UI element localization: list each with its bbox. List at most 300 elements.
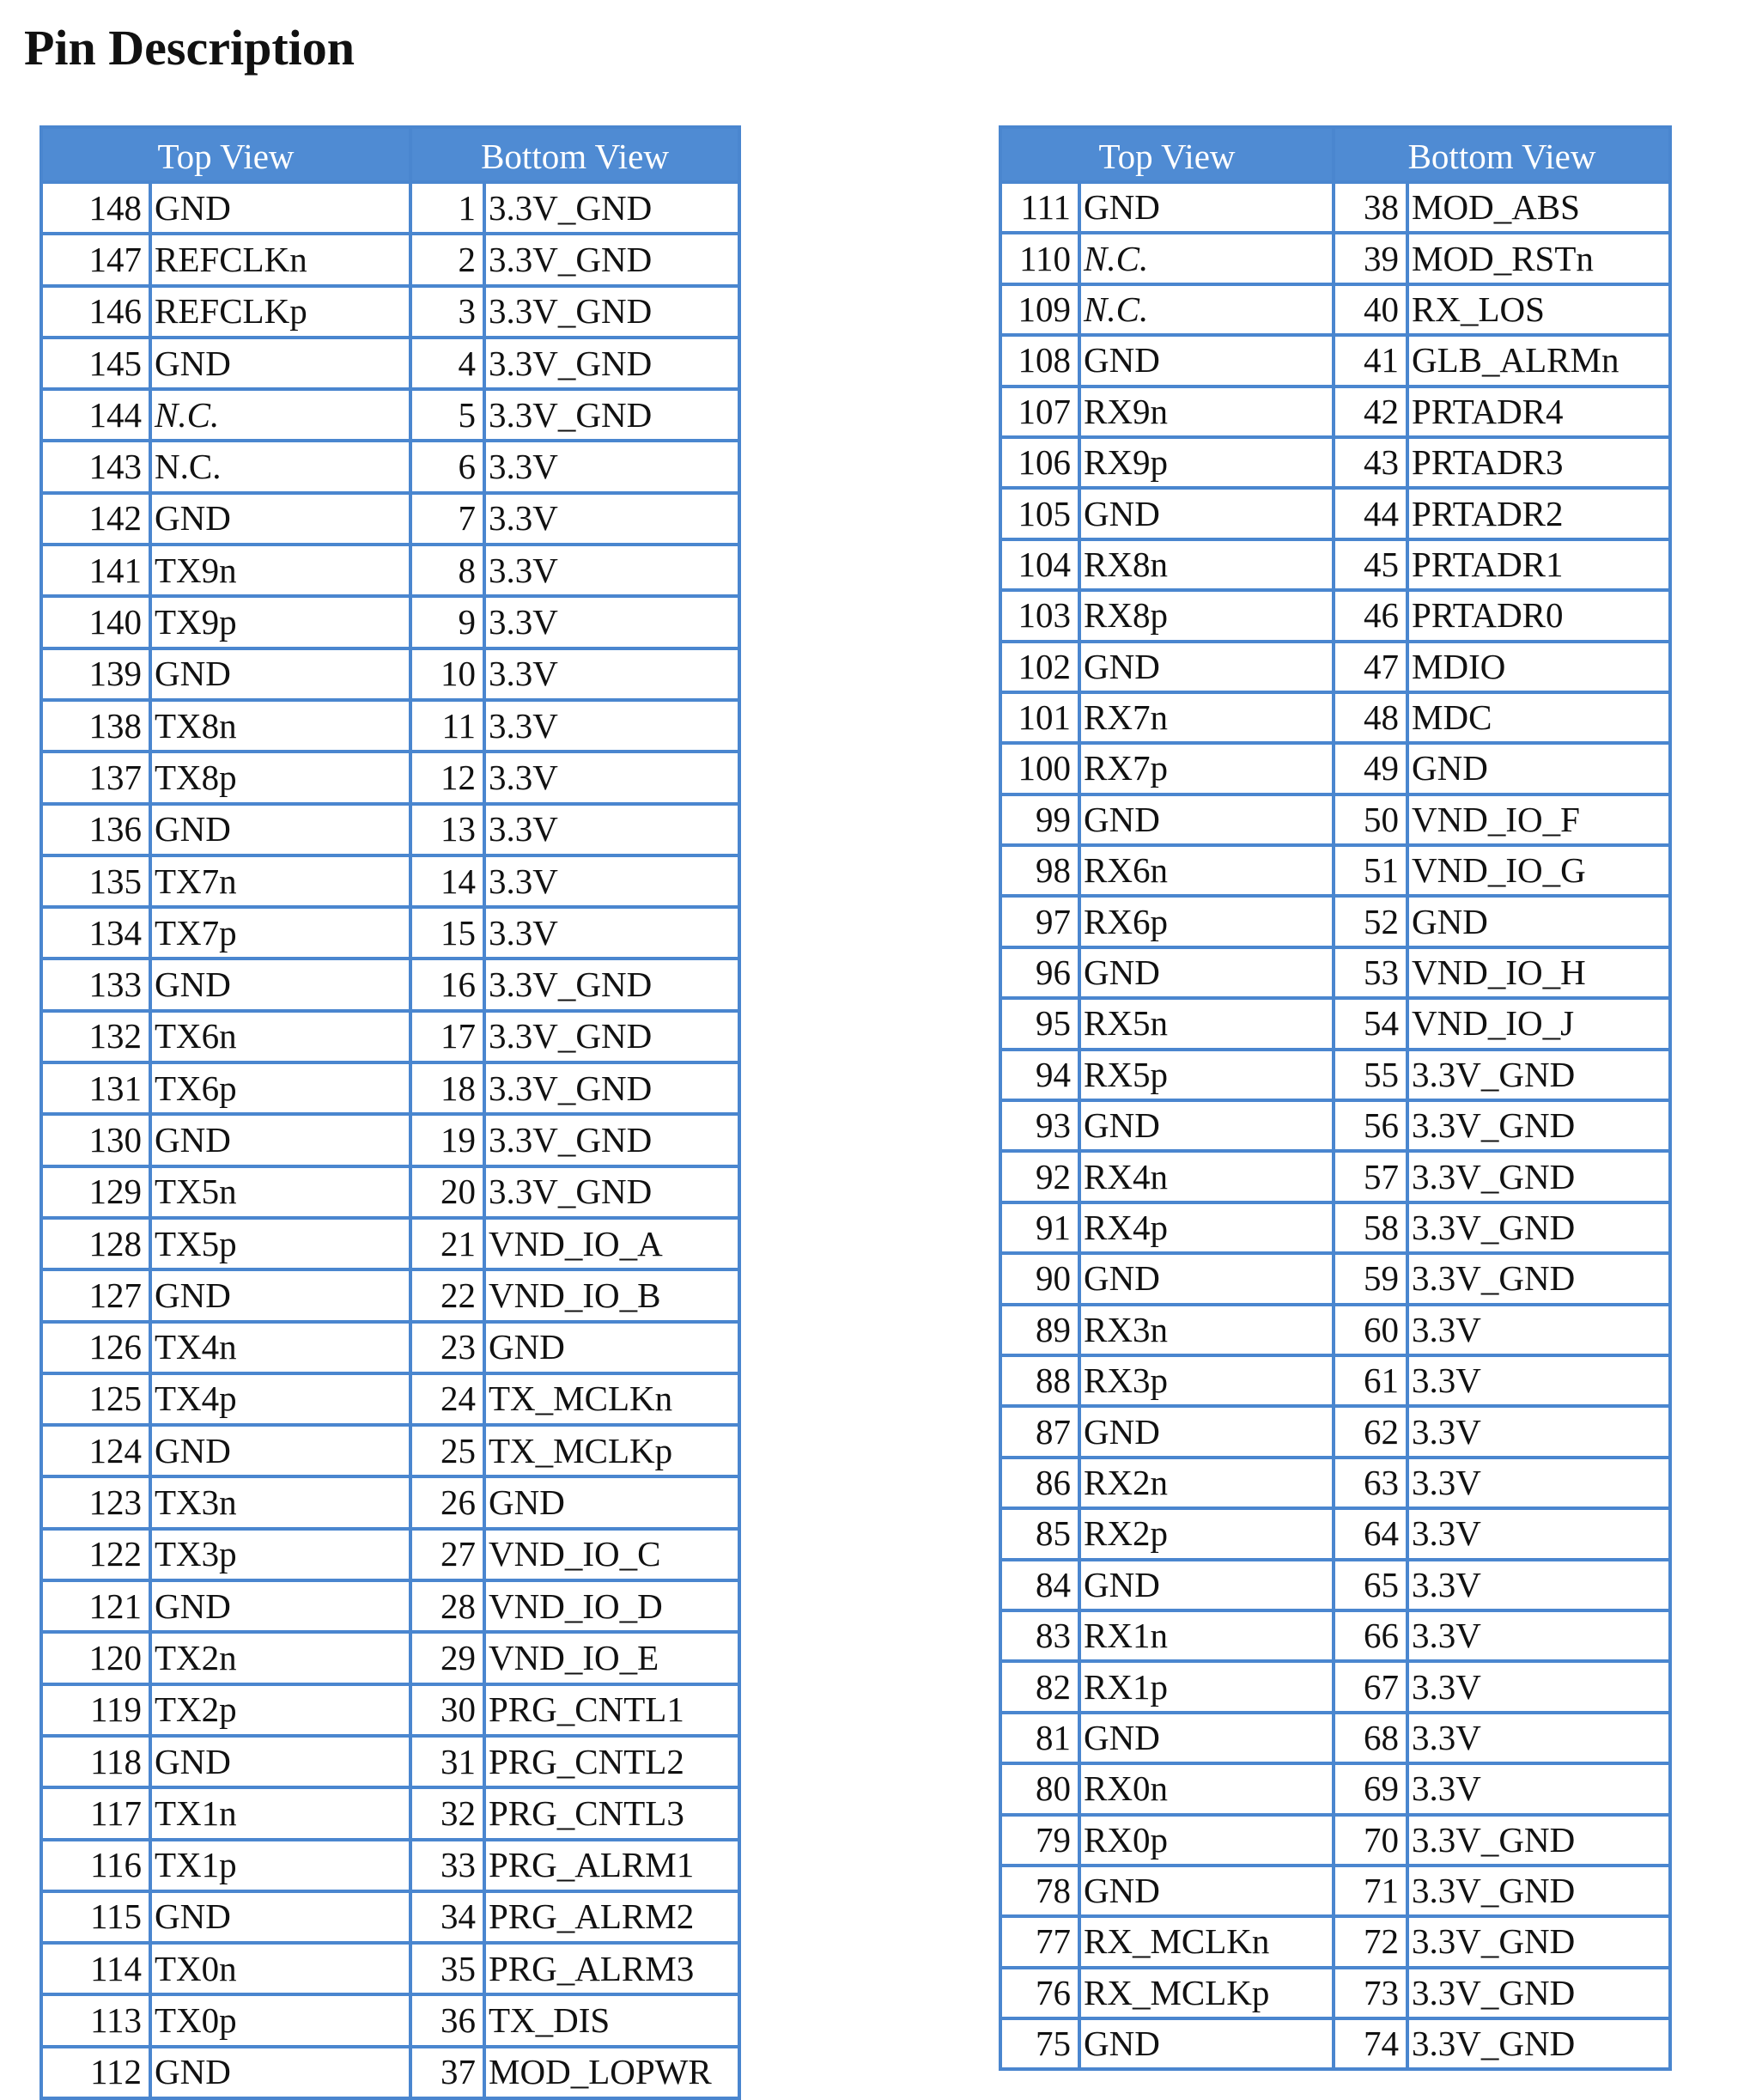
- table-row: [1000, 1866, 1670, 1916]
- bottom-signal-name: 3.3V: [1407, 1305, 1670, 1355]
- table-row: [1000, 1458, 1670, 1508]
- top-pin-number: 86: [1000, 1458, 1079, 1508]
- bottom-pin-number: 27: [410, 1529, 484, 1580]
- bottom-signal-name: 3.3V: [1407, 1508, 1670, 1559]
- bottom-pin-number: 6: [410, 441, 484, 492]
- top-signal-name: RX4p: [1079, 1202, 1334, 1253]
- table-row: [41, 1840, 739, 1891]
- top-signal-name: TX5p: [150, 1218, 410, 1269]
- top-pin-number: 139: [41, 648, 150, 700]
- table-row: [1000, 692, 1670, 743]
- bottom-pin-number: 8: [410, 545, 484, 596]
- bottom-signal-name: GND: [1407, 896, 1670, 947]
- top-pin-number: 122: [41, 1529, 150, 1580]
- bottom-pin-number: 36: [410, 1994, 484, 2046]
- bottom-pin-number: 18: [410, 1062, 484, 1114]
- top-pin-number: 140: [41, 596, 150, 648]
- top-signal-name: TX1n: [150, 1787, 410, 1839]
- top-pin-number: 145: [41, 338, 150, 389]
- bottom-signal-name: 3.3V: [1407, 1661, 1670, 1712]
- top-signal-name: RX_MCLKp: [1079, 1968, 1334, 2018]
- table-row: [41, 1994, 739, 2046]
- top-signal-name: GND: [1079, 1253, 1334, 1304]
- top-pin-number: 100: [1000, 743, 1079, 794]
- bottom-pin-number: 24: [410, 1373, 484, 1425]
- table-row: [41, 441, 739, 492]
- top-signal-name: GND: [150, 804, 410, 855]
- bottom-pin-number: 73: [1334, 1968, 1407, 2018]
- top-pin-number: 121: [41, 1580, 150, 1632]
- table-row: [41, 959, 739, 1010]
- top-signal-name: GND: [1079, 947, 1334, 998]
- table-row: [41, 1322, 739, 1373]
- top-pin-number: 125: [41, 1373, 150, 1425]
- bottom-signal-name: VND_IO_C: [484, 1529, 739, 1580]
- top-pin-number: 137: [41, 752, 150, 803]
- top-signal-name: RX9n: [1079, 387, 1334, 437]
- table-row: [1000, 1968, 1670, 2018]
- bottom-signal-name: PRTADR3: [1407, 437, 1670, 488]
- top-signal-name: RX6n: [1079, 845, 1334, 896]
- bottom-pin-number: 13: [410, 804, 484, 855]
- top-pin-number: 83: [1000, 1610, 1079, 1661]
- bottom-pin-number: 71: [1334, 1866, 1407, 1916]
- bottom-pin-number: 30: [410, 1684, 484, 1736]
- top-pin-number: 96: [1000, 947, 1079, 998]
- table-row: [41, 1425, 739, 1476]
- top-pin-number: 114: [41, 1943, 150, 1994]
- table-row: [1000, 1661, 1670, 1712]
- bottom-pin-number: 74: [1334, 2018, 1407, 2069]
- table-row: [41, 493, 739, 545]
- top-signal-name: GND: [150, 1736, 410, 1787]
- top-pin-number: 94: [1000, 1050, 1079, 1100]
- top-signal-name: TX6p: [150, 1062, 410, 1114]
- bottom-pin-number: 51: [1334, 845, 1407, 896]
- table-row: [1000, 1355, 1670, 1406]
- top-pin-number: 123: [41, 1476, 150, 1528]
- table-row: [1000, 845, 1670, 896]
- top-signal-name: N.C.: [1079, 233, 1334, 283]
- table-row: [41, 648, 739, 700]
- bottom-pin-number: 35: [410, 1943, 484, 1994]
- top-signal-name: TX7p: [150, 907, 410, 959]
- bottom-signal-name: GND: [484, 1476, 739, 1528]
- bottom-pin-number: 3: [410, 286, 484, 338]
- bottom-signal-name: PRG_CNTL2: [484, 1736, 739, 1787]
- top-signal-name: GND: [1079, 1406, 1334, 1457]
- top-signal-name: GND: [1079, 182, 1334, 233]
- table-row: [1000, 1151, 1670, 1202]
- bottom-signal-name: PRTADR0: [1407, 590, 1670, 641]
- top-signal-name: REFCLKp: [150, 286, 410, 338]
- bottom-pin-number: 60: [1334, 1305, 1407, 1355]
- bottom-pin-number: 11: [410, 700, 484, 752]
- bottom-pin-number: 22: [410, 1269, 484, 1321]
- top-signal-name: GND: [1079, 488, 1334, 539]
- bottom-signal-name: 3.3V_GND: [484, 182, 739, 234]
- table-row: [1000, 335, 1670, 386]
- table-row: [41, 1476, 739, 1528]
- top-pin-number: 128: [41, 1218, 150, 1269]
- header-bottom-view: Bottom View: [410, 127, 739, 182]
- bottom-signal-name: 3.3V_GND: [484, 1166, 739, 1218]
- top-signal-name: GND: [150, 1425, 410, 1476]
- bottom-pin-number: 7: [410, 493, 484, 545]
- top-signal-name: RX2n: [1079, 1458, 1334, 1508]
- bottom-pin-number: 38: [1334, 182, 1407, 233]
- table-row: [1000, 437, 1670, 488]
- bottom-signal-name: PRTADR1: [1407, 539, 1670, 590]
- top-signal-name: RX5n: [1079, 998, 1334, 1049]
- top-signal-name: GND: [150, 1114, 410, 1166]
- top-signal-name: GND: [1079, 642, 1334, 692]
- bottom-pin-number: 5: [410, 389, 484, 441]
- bottom-signal-name: 3.3V_GND: [484, 1062, 739, 1114]
- top-pin-number: 134: [41, 907, 150, 959]
- top-pin-number: 97: [1000, 896, 1079, 947]
- top-pin-number: 89: [1000, 1305, 1079, 1355]
- top-pin-number: 84: [1000, 1560, 1079, 1610]
- top-signal-name: TX2n: [150, 1632, 410, 1683]
- bottom-pin-number: 41: [1334, 335, 1407, 386]
- bottom-pin-number: 9: [410, 596, 484, 648]
- bottom-signal-name: TX_MCLKn: [484, 1373, 739, 1425]
- table-row: [41, 1787, 739, 1839]
- top-pin-number: 135: [41, 855, 150, 907]
- table-row: [41, 1580, 739, 1632]
- bottom-pin-number: 72: [1334, 1916, 1407, 1967]
- bottom-signal-name: 3.3V: [484, 648, 739, 700]
- page-title: Pin Description: [24, 20, 355, 76]
- bottom-signal-name: GND: [484, 1322, 739, 1373]
- top-pin-number: 99: [1000, 794, 1079, 845]
- top-pin-number: 110: [1000, 233, 1079, 283]
- bottom-pin-number: 59: [1334, 1253, 1407, 1304]
- top-pin-number: 108: [1000, 335, 1079, 386]
- table-row: [1000, 642, 1670, 692]
- table-row: [1000, 488, 1670, 539]
- bottom-signal-name: 3.3V: [484, 545, 739, 596]
- bottom-signal-name: PRG_ALRM3: [484, 1943, 739, 1994]
- bottom-signal-name: 3.3V: [484, 752, 739, 803]
- bottom-signal-name: 3.3V_GND: [484, 234, 739, 285]
- top-pin-number: 81: [1000, 1713, 1079, 1763]
- table-row: [41, 1943, 739, 1994]
- bottom-pin-number: 15: [410, 907, 484, 959]
- top-pin-number: 116: [41, 1840, 150, 1891]
- top-pin-number: 117: [41, 1787, 150, 1839]
- table-row: [1000, 387, 1670, 437]
- top-pin-number: 98: [1000, 845, 1079, 896]
- table-row: [41, 389, 739, 441]
- bottom-pin-number: 33: [410, 1840, 484, 1891]
- table-row: [1000, 743, 1670, 794]
- bottom-signal-name: 3.3V_GND: [484, 1011, 739, 1062]
- table-row: [1000, 590, 1670, 641]
- top-pin-number: 93: [1000, 1100, 1079, 1151]
- bottom-pin-number: 45: [1334, 539, 1407, 590]
- bottom-pin-number: 43: [1334, 437, 1407, 488]
- bottom-pin-number: 16: [410, 959, 484, 1010]
- top-pin-number: 95: [1000, 998, 1079, 1049]
- bottom-pin-number: 48: [1334, 692, 1407, 743]
- top-signal-name: RX8n: [1079, 539, 1334, 590]
- top-signal-name: GND: [150, 1891, 410, 1943]
- top-signal-name: TX9p: [150, 596, 410, 648]
- table-row: [41, 700, 739, 752]
- table-row: [41, 545, 739, 596]
- table-row: [1000, 1406, 1670, 1457]
- top-signal-name: GND: [1079, 2018, 1334, 2069]
- top-signal-name: TX5n: [150, 1166, 410, 1218]
- top-pin-number: 78: [1000, 1866, 1079, 1916]
- bottom-signal-name: 3.3V_GND: [1407, 1151, 1670, 1202]
- bottom-signal-name: VND_IO_D: [484, 1580, 739, 1632]
- table-body: [1000, 182, 1670, 2069]
- bottom-signal-name: 3.3V: [484, 441, 739, 492]
- table-row: [41, 1736, 739, 1787]
- table-row: [1000, 182, 1670, 233]
- top-signal-name: GND: [150, 2047, 410, 2098]
- top-pin-number: 75: [1000, 2018, 1079, 2069]
- top-signal-name: GND: [1079, 1713, 1334, 1763]
- bottom-pin-number: 25: [410, 1425, 484, 1476]
- bottom-signal-name: PRG_CNTL1: [484, 1684, 739, 1736]
- header-top-view: Top View: [1000, 127, 1334, 182]
- top-pin-number: 118: [41, 1736, 150, 1787]
- bottom-signal-name: PRG_CNTL3: [484, 1787, 739, 1839]
- table-row: [41, 1011, 739, 1062]
- table-row: [1000, 1100, 1670, 1151]
- bottom-pin-number: 62: [1334, 1406, 1407, 1457]
- top-pin-number: 79: [1000, 1815, 1079, 1866]
- bottom-pin-number: 34: [410, 1891, 484, 1943]
- bottom-signal-name: 3.3V: [484, 907, 739, 959]
- top-signal-name: RX0n: [1079, 1763, 1334, 1814]
- top-pin-number: 115: [41, 1891, 150, 1943]
- top-pin-number: 138: [41, 700, 150, 752]
- top-pin-number: 144: [41, 389, 150, 441]
- top-pin-number: 132: [41, 1011, 150, 1062]
- top-signal-name: TX8p: [150, 752, 410, 803]
- top-signal-name: TX6n: [150, 1011, 410, 1062]
- bottom-pin-number: 37: [410, 2047, 484, 2098]
- bottom-pin-number: 68: [1334, 1713, 1407, 1763]
- table-row: [1000, 1815, 1670, 1866]
- bottom-signal-name: MDC: [1407, 692, 1670, 743]
- table-row: [1000, 947, 1670, 998]
- bottom-signal-name: 3.3V: [1407, 1355, 1670, 1406]
- bottom-pin-number: 40: [1334, 284, 1407, 335]
- top-signal-name: TX8n: [150, 700, 410, 752]
- top-signal-name: RX1p: [1079, 1661, 1334, 1712]
- bottom-signal-name: VND_IO_J: [1407, 998, 1670, 1049]
- bottom-signal-name: RX_LOS: [1407, 284, 1670, 335]
- bottom-pin-number: 42: [1334, 387, 1407, 437]
- bottom-pin-number: 39: [1334, 233, 1407, 283]
- top-pin-number: 92: [1000, 1151, 1079, 1202]
- top-pin-number: 136: [41, 804, 150, 855]
- top-signal-name: RX4n: [1079, 1151, 1334, 1202]
- table-row: [1000, 2018, 1670, 2069]
- top-pin-number: 142: [41, 493, 150, 545]
- bottom-signal-name: 3.3V: [1407, 1458, 1670, 1508]
- top-pin-number: 82: [1000, 1661, 1079, 1712]
- top-pin-number: 104: [1000, 539, 1079, 590]
- bottom-pin-number: 21: [410, 1218, 484, 1269]
- top-signal-name: REFCLKn: [150, 234, 410, 285]
- bottom-pin-number: 70: [1334, 1815, 1407, 1866]
- top-pin-number: 102: [1000, 642, 1079, 692]
- top-pin-number: 112: [41, 2047, 150, 2098]
- bottom-pin-number: 26: [410, 1476, 484, 1528]
- top-signal-name: TX9n: [150, 545, 410, 596]
- top-signal-name: RX1n: [1079, 1610, 1334, 1661]
- top-signal-name: GND: [1079, 794, 1334, 845]
- bottom-pin-number: 46: [1334, 590, 1407, 641]
- table-header-row: [1000, 127, 1670, 182]
- top-signal-name: RX8p: [1079, 590, 1334, 641]
- top-pin-number: 119: [41, 1684, 150, 1736]
- table-body: [41, 182, 739, 2098]
- table-row: [1000, 1916, 1670, 1967]
- bottom-signal-name: 3.3V_GND: [484, 286, 739, 338]
- table-row: [41, 1632, 739, 1683]
- top-signal-name: RX0p: [1079, 1815, 1334, 1866]
- bottom-signal-name: 3.3V_GND: [484, 1114, 739, 1166]
- table-row: [41, 1373, 739, 1425]
- bottom-pin-number: 32: [410, 1787, 484, 1839]
- table-row: [1000, 1713, 1670, 1763]
- top-signal-name: GND: [150, 338, 410, 389]
- table-row: [41, 1684, 739, 1736]
- top-signal-name: RX7p: [1079, 743, 1334, 794]
- top-pin-number: 91: [1000, 1202, 1079, 1253]
- bottom-pin-number: 49: [1334, 743, 1407, 794]
- table-row: [41, 1529, 739, 1580]
- bottom-pin-number: 52: [1334, 896, 1407, 947]
- top-pin-number: 147: [41, 234, 150, 285]
- bottom-signal-name: GND: [1407, 743, 1670, 794]
- bottom-signal-name: 3.3V: [1407, 1713, 1670, 1763]
- top-pin-number: 120: [41, 1632, 150, 1683]
- top-pin-number: 113: [41, 1994, 150, 2046]
- bottom-pin-number: 65: [1334, 1560, 1407, 1610]
- table-row: [41, 182, 739, 234]
- top-pin-number: 107: [1000, 387, 1079, 437]
- top-pin-number: 85: [1000, 1508, 1079, 1559]
- bottom-pin-number: 55: [1334, 1050, 1407, 1100]
- bottom-pin-number: 19: [410, 1114, 484, 1166]
- bottom-signal-name: PRG_ALRM2: [484, 1891, 739, 1943]
- bottom-signal-name: 3.3V_GND: [484, 389, 739, 441]
- table-row: [1000, 539, 1670, 590]
- bottom-pin-number: 57: [1334, 1151, 1407, 1202]
- top-signal-name: GND: [150, 1580, 410, 1632]
- bottom-pin-number: 67: [1334, 1661, 1407, 1712]
- top-signal-name: N.C.: [150, 441, 410, 492]
- top-signal-name: RX_MCLKn: [1079, 1916, 1334, 1967]
- top-signal-name: TX7n: [150, 855, 410, 907]
- top-pin-number: 105: [1000, 488, 1079, 539]
- top-signal-name: TX1p: [150, 1840, 410, 1891]
- bottom-pin-number: 44: [1334, 488, 1407, 539]
- bottom-pin-number: 53: [1334, 947, 1407, 998]
- top-signal-name: N.C.: [1079, 284, 1334, 335]
- top-pin-number: 106: [1000, 437, 1079, 488]
- table-row: [1000, 1253, 1670, 1304]
- top-pin-number: 143: [41, 441, 150, 492]
- table-row: [1000, 1508, 1670, 1559]
- top-pin-number: 80: [1000, 1763, 1079, 1814]
- bottom-signal-name: VND_IO_F: [1407, 794, 1670, 845]
- bottom-signal-name: 3.3V: [484, 700, 739, 752]
- bottom-signal-name: 3.3V_GND: [1407, 1202, 1670, 1253]
- bottom-pin-number: 14: [410, 855, 484, 907]
- top-signal-name: GND: [150, 648, 410, 700]
- top-signal-name: GND: [1079, 1866, 1334, 1916]
- bottom-signal-name: 3.3V: [484, 596, 739, 648]
- bottom-pin-number: 28: [410, 1580, 484, 1632]
- top-pin-number: 148: [41, 182, 150, 234]
- bottom-signal-name: 3.3V: [1407, 1560, 1670, 1610]
- bottom-signal-name: 3.3V_GND: [484, 959, 739, 1010]
- top-pin-number: 103: [1000, 590, 1079, 641]
- top-pin-number: 87: [1000, 1406, 1079, 1457]
- table-row: [1000, 1202, 1670, 1253]
- bottom-signal-name: 3.3V_GND: [1407, 1253, 1670, 1304]
- top-pin-number: 127: [41, 1269, 150, 1321]
- table-row: [41, 1891, 739, 1943]
- bottom-signal-name: 3.3V: [484, 855, 739, 907]
- bottom-pin-number: 29: [410, 1632, 484, 1683]
- table-row: [41, 752, 739, 803]
- top-pin-number: 90: [1000, 1253, 1079, 1304]
- bottom-pin-number: 56: [1334, 1100, 1407, 1151]
- table-row: [1000, 1763, 1670, 1814]
- header-bottom-view: Bottom View: [1334, 127, 1670, 182]
- table-header-row: [41, 127, 739, 182]
- table-row: [1000, 1050, 1670, 1100]
- bottom-signal-name: PRTADR2: [1407, 488, 1670, 539]
- bottom-pin-number: 1: [410, 182, 484, 234]
- bottom-pin-number: 47: [1334, 642, 1407, 692]
- pin-table-left: [39, 125, 741, 2100]
- top-pin-number: 129: [41, 1166, 150, 1218]
- top-signal-name: RX3p: [1079, 1355, 1334, 1406]
- bottom-pin-number: 31: [410, 1736, 484, 1787]
- bottom-signal-name: 3.3V_GND: [484, 338, 739, 389]
- top-signal-name: GND: [150, 959, 410, 1010]
- top-pin-number: 130: [41, 1114, 150, 1166]
- top-pin-number: 133: [41, 959, 150, 1010]
- bottom-pin-number: 10: [410, 648, 484, 700]
- table-row: [41, 855, 739, 907]
- bottom-signal-name: 3.3V_GND: [1407, 1815, 1670, 1866]
- bottom-signal-name: VND_IO_H: [1407, 947, 1670, 998]
- top-signal-name: TX4p: [150, 1373, 410, 1425]
- top-signal-name: TX0n: [150, 1943, 410, 1994]
- bottom-signal-name: 3.3V_GND: [1407, 1968, 1670, 2018]
- top-pin-number: 146: [41, 286, 150, 338]
- top-signal-name: N.C.: [150, 389, 410, 441]
- table-row: [41, 1269, 739, 1321]
- bottom-signal-name: VND_IO_G: [1407, 845, 1670, 896]
- top-signal-name: RX7n: [1079, 692, 1334, 743]
- top-pin-number: 124: [41, 1425, 150, 1476]
- table-row: [1000, 1305, 1670, 1355]
